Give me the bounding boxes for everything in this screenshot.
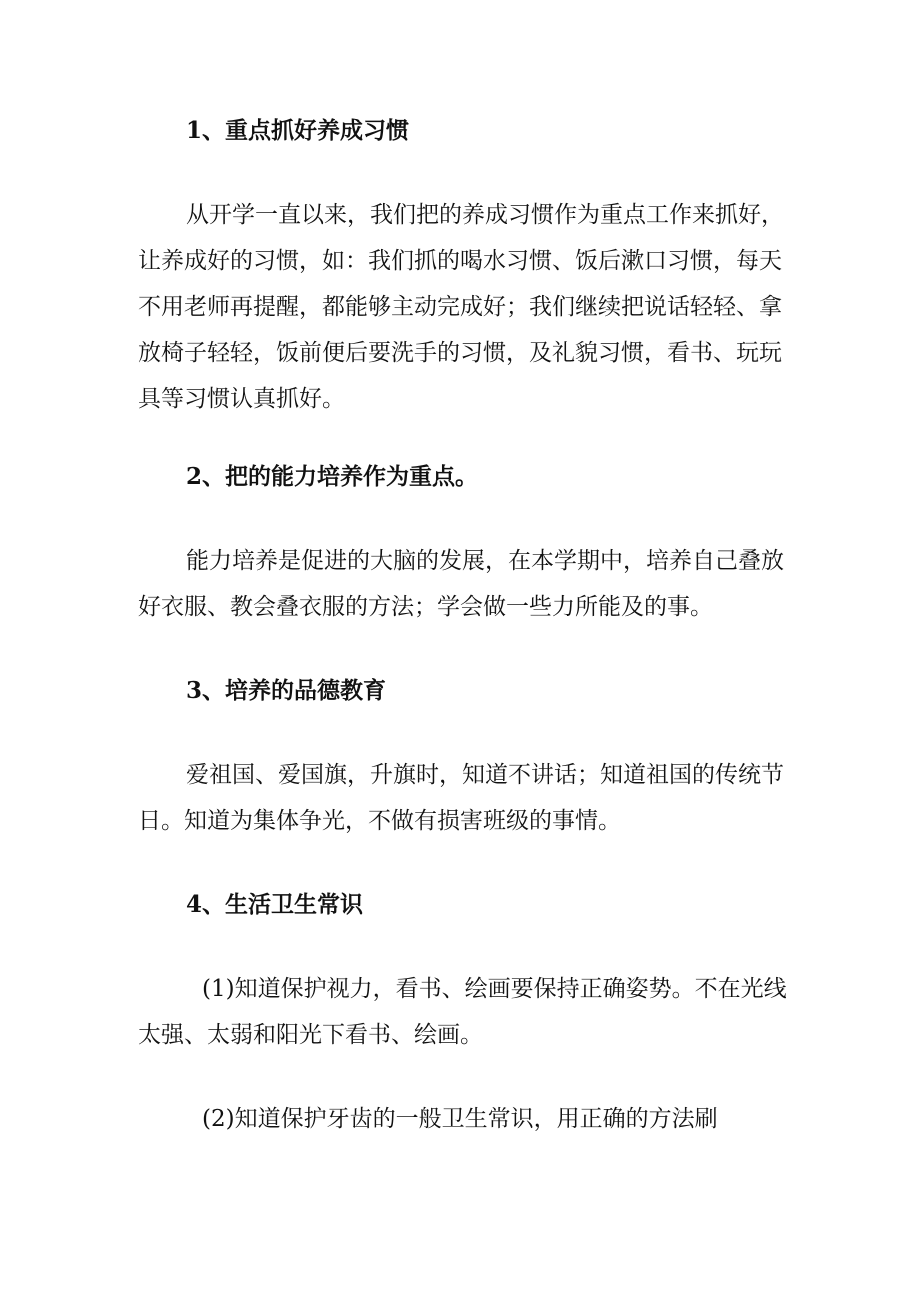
section-paragraph-4b: (2)知道保护牙齿的一般卫生常识，用正确的方法刷: [202, 1106, 718, 1132]
section-paragraph-2: 能力培养是促进的大脑的发展，在本学期中，培养自己叠放好衣服、教会叠衣服的方法；学会做一些力所能及的事。: [138, 548, 784, 620]
section-heading-1: 1、重点抓好养成习惯: [186, 117, 410, 144]
section-heading-3: 3、培养的品德教育: [186, 677, 387, 704]
section-heading-2: 2、把的能力培养作为重点。: [186, 463, 479, 490]
section-paragraph-3: 爱祖国、爱国旗，升旗时，知道不讲话；知道祖国的传统节日。知道为集体争光，不做有损害班级的事情。: [138, 762, 784, 834]
section-paragraph-4a: (1)知道保护视力，看书、绘画要保持正确姿势。不在光线太强、太弱和阳光下看书、绘画。: [138, 976, 787, 1048]
section-heading-4: 4、生活卫生常识: [186, 891, 364, 918]
section-paragraph-1: 从开学一直以来，我们把的养成习惯作为重点工作来抓好，让养成好的习惯，如：我们抓的喝水习惯、饭后漱口习惯，每天不用老师再提醒，都能够主动完成好；我们继续把说话轻轻、拿放椅子轻轻，饭前便后要洗手的习惯，及礼貌习惯，看书、玩玩具等习惯认真抓好。: [138, 202, 784, 412]
